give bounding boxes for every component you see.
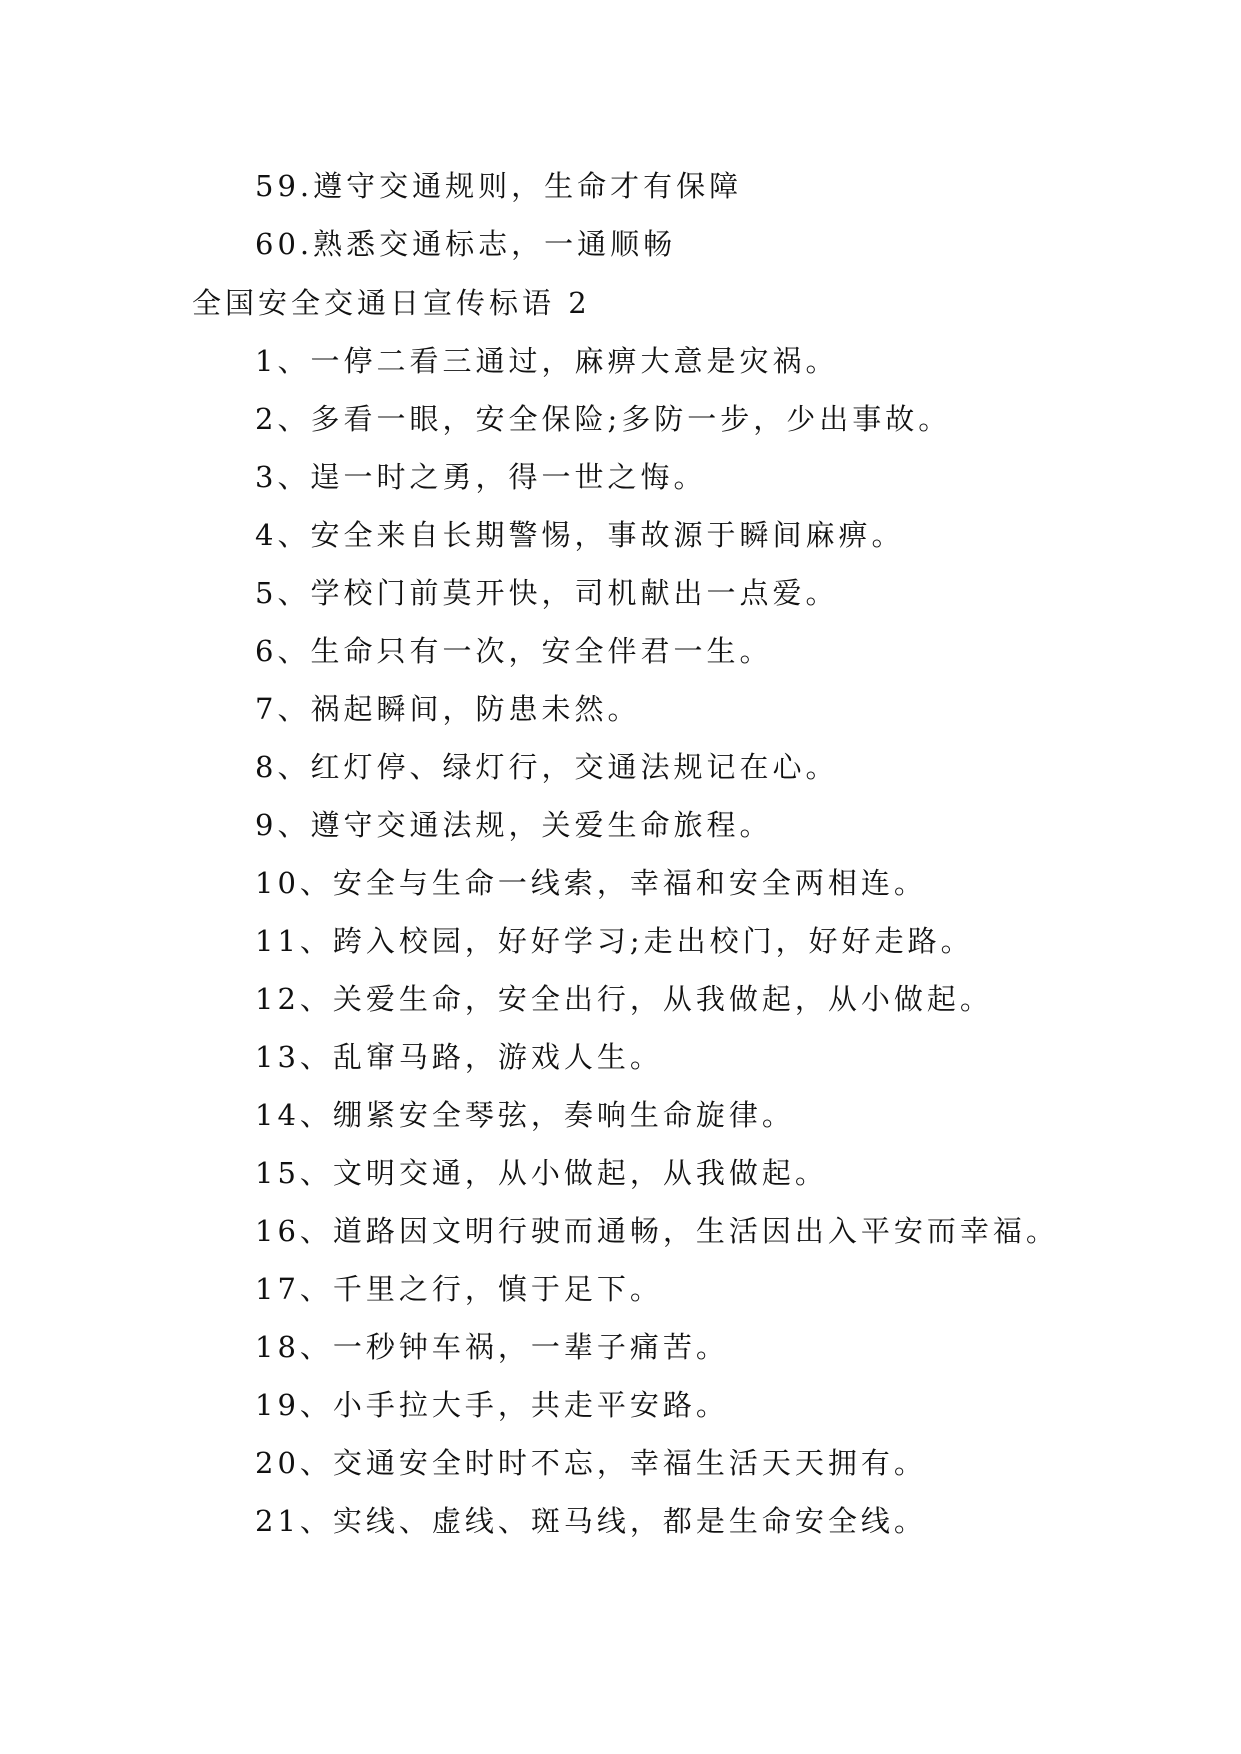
list-item: 60.熟悉交通标志，一通顺畅: [255, 227, 677, 261]
list-item: 3、逞一时之勇，得一世之悔。: [255, 460, 707, 494]
list-item: 7、祸起瞬间，防患未然。: [255, 692, 641, 726]
list-item: 6、生命只有一次，安全伴君一生。: [255, 634, 773, 668]
list-item: 19、小手拉大手，共走平安路。: [255, 1388, 729, 1422]
list-item: 59.遵守交通规则，生命才有保障: [255, 169, 743, 203]
list-item: 20、交通安全时时不忘，幸福生活天天拥有。: [255, 1446, 927, 1480]
list-item: 5、学校门前莫开快，司机献出一点爱。: [255, 576, 839, 610]
list-item: 8、红灯停、绿灯行，交通法规记在心。: [255, 750, 839, 784]
list-item: 9、遵守交通法规，关爱生命旅程。: [255, 808, 773, 842]
list-item: 14、绷紧安全琴弦，奏响生命旋律。: [255, 1098, 795, 1132]
list-item: 11、跨入校园，好好学习;走出校门，好好走路。: [255, 924, 974, 958]
list-item: 16、道路因文明行驶而通畅，生活因出入平安而幸福。: [255, 1214, 1059, 1248]
section-heading: 全国安全交通日宣传标语 2: [192, 286, 591, 320]
list-item: 15、文明交通，从小做起，从我做起。: [255, 1156, 828, 1190]
list-item: 21、实线、虚线、斑马线，都是生命安全线。: [255, 1504, 927, 1538]
list-item: 18、一秒钟车祸，一辈子痛苦。: [255, 1330, 729, 1364]
list-item: 12、关爱生命，安全出行，从我做起，从小做起。: [255, 982, 993, 1016]
list-item: 1、一停二看三通过，麻痹大意是灾祸。: [255, 344, 839, 378]
list-item: 13、乱窜马路，游戏人生。: [255, 1040, 663, 1074]
list-item: 4、安全来自长期警惕，事故源于瞬间麻痹。: [255, 518, 905, 552]
list-item: 17、千里之行，慎于足下。: [255, 1272, 663, 1306]
list-item: 10、安全与生命一线索，幸福和安全两相连。: [255, 866, 927, 900]
list-item: 2、多看一眼，安全保险;多防一步，少出事故。: [255, 402, 952, 436]
